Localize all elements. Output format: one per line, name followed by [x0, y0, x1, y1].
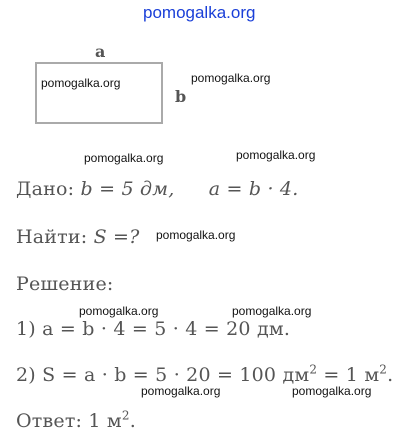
- watermark: pomogalka.org: [84, 151, 164, 165]
- watermark: pomogalka.org: [156, 228, 236, 242]
- step-2-end: .: [387, 364, 394, 386]
- answer-end: .: [129, 410, 136, 432]
- step-2-mid: = 1 м: [317, 364, 380, 386]
- find-label: Найти:: [16, 226, 88, 248]
- watermark: pomogalka.org: [191, 71, 271, 85]
- given-b: b = 5 дм,: [80, 178, 175, 200]
- answer-line: [16, 410, 136, 432]
- watermark: pomogalka.org: [41, 76, 121, 90]
- watermark: pomogalka.org: [292, 384, 372, 398]
- find-line: [16, 226, 140, 248]
- rectangle-figure: [35, 62, 163, 124]
- side-label-a: a: [95, 42, 106, 61]
- step-2: [16, 364, 393, 386]
- watermark: pomogalka.org: [232, 304, 312, 318]
- watermark: pomogalka.org: [79, 304, 159, 318]
- step-2-exp-2: 2: [379, 362, 388, 377]
- given-label: Дано:: [16, 178, 75, 200]
- site-link[interactable]: pomogalka.org: [143, 3, 256, 22]
- find-value: S =?: [93, 226, 140, 248]
- watermark: pomogalka.org: [236, 148, 316, 162]
- given-line: [16, 178, 298, 200]
- step-2-main: 2) S = a · b = 5 · 20 = 100 дм: [16, 364, 310, 386]
- step-2-exp-1: 2: [309, 362, 318, 377]
- solution-heading: Решение:: [16, 273, 114, 295]
- watermark: pomogalka.org: [141, 384, 221, 398]
- answer-exp: 2: [121, 408, 130, 423]
- answer-main: Ответ: 1 м: [16, 410, 122, 432]
- given-a: a = b · 4.: [208, 178, 299, 200]
- side-label-b: b: [175, 87, 187, 106]
- step-1: 1) a = b · 4 = 5 · 4 = 20 дм.: [16, 318, 291, 340]
